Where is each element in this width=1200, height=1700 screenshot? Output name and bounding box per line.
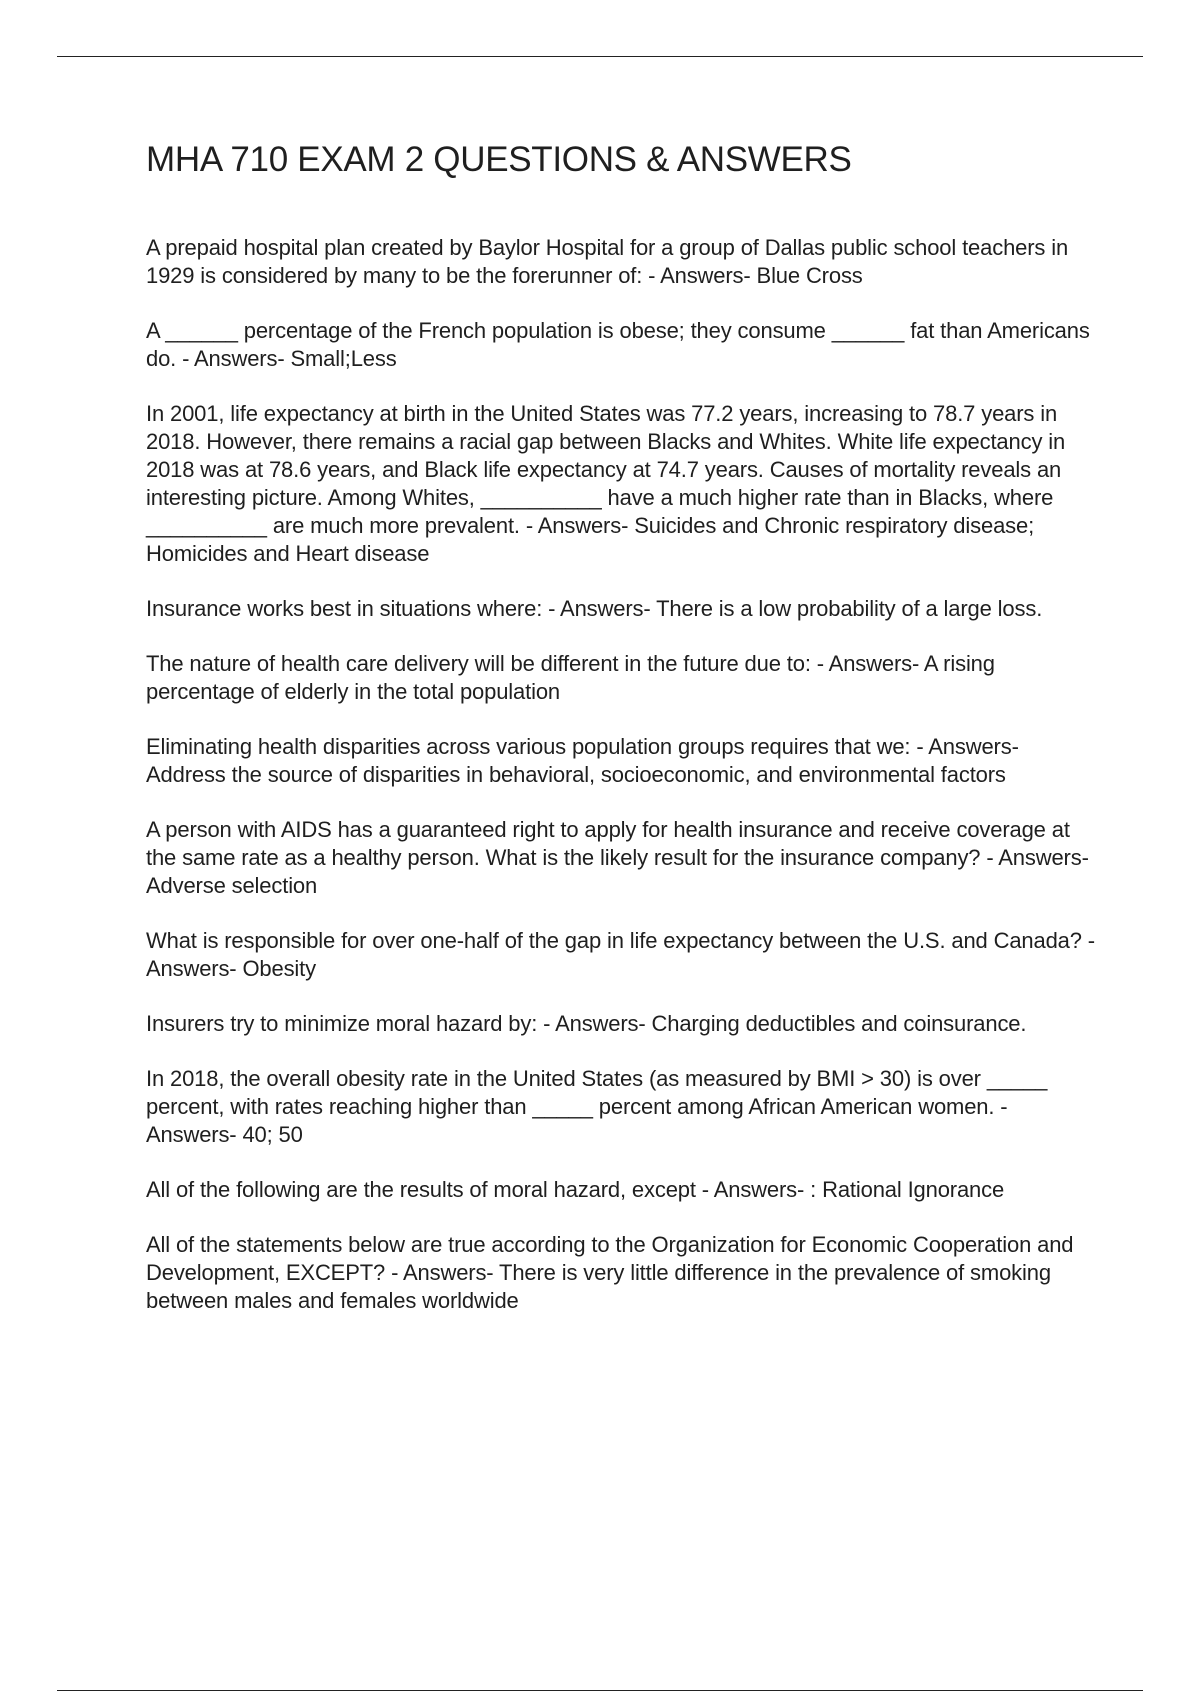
qa-item: In 2001, life expectancy at birth in the United States was 77.2 years, increasing to 78.7 years in 2018. However, there remains a racial gap between Blacks and Whites. White life expectancy in 2018 was at 78.6 years, and Black life expectancy at 74.7 years. Causes of mortality reveals an interesting picture. Among Whites, __________ have a much higher rate than in Blacks, where __________ are much more prevalent. - Answers- Suicides and Chronic respiratory disease; Homicides and Heart disease (146, 401, 1066, 566)
qa-item: A prepaid hospital plan created by Baylor Hospital for a group of Dallas public school teachers in 1929 is considered by many to be the forerunner of: - Answers- Blue Cross (146, 235, 1069, 288)
page-title: MHA 710 EXAM 2 QUESTIONS & ANSWERS (146, 140, 852, 179)
qa-item: A ______ percentage of the French population is obese; they consume ______ fat than Americans do. - Answers- Small;Less (146, 318, 1090, 371)
qa-item: Insurance works best in situations where: - Answers- There is a low probability of a large loss. (146, 596, 1043, 621)
qa-item: All of the statements below are true according to the Organization for Economic Cooperation and Development, EXCEPT? - Answers- There is very little difference in the prevalence of smoking between males and females worldwide (146, 1232, 1074, 1313)
qa-item: A person with AIDS has a guaranteed right to apply for health insurance and receive coverage at the same rate as a healthy person. What is the likely result for the insurance company? - Answers- Adverse selection (146, 817, 1089, 898)
qa-item: Eliminating health disparities across various population groups requires that we: - Answers- Address the source of disparities in behavioral, socioeconomic, and environmental factors (146, 734, 1019, 787)
qa-item: In 2018, the overall obesity rate in the United States (as measured by BMI > 30) is over _____ percent, with rates reaching higher than _____ percent among African American women. - Answers- 40; 50 (146, 1066, 1048, 1147)
qa-item: What is responsible for over one-half of the gap in life expectancy between the U.S. and Canada? - Answers- Obesity (146, 928, 1095, 981)
qa-item: All of the following are the results of moral hazard, except - Answers- : Rational Ignorance (146, 1177, 1005, 1202)
qa-item: The nature of health care delivery will be different in the future due to: - Answers- A rising percentage of elderly in the total population (146, 651, 995, 704)
top-rule (57, 56, 1143, 57)
qa-item: Insurers try to minimize moral hazard by: - Answers- Charging deductibles and coinsurance. (146, 1011, 1027, 1036)
document-body (146, 140, 1096, 1342)
bottom-rule (57, 1690, 1143, 1691)
